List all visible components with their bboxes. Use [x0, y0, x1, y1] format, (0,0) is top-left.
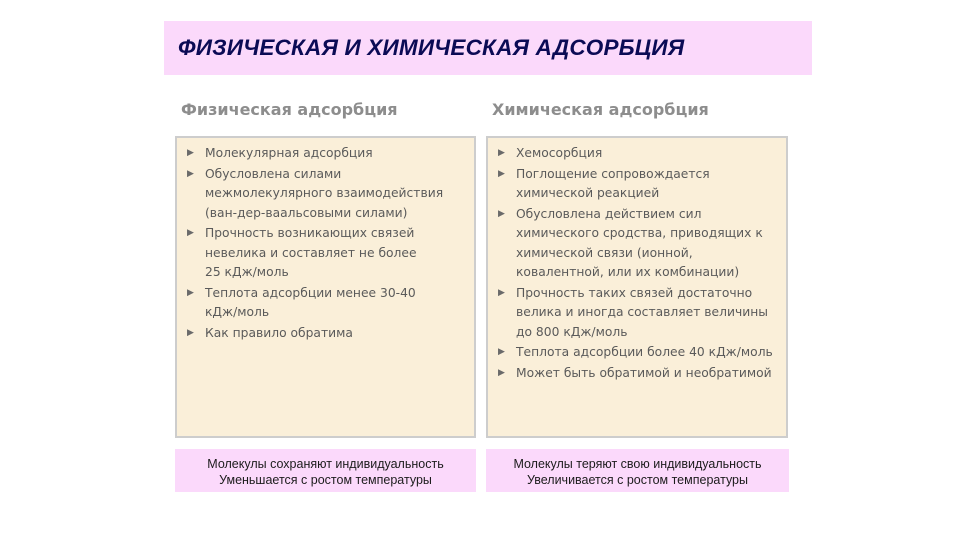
triangle-bullet-icon: ▶: [498, 208, 505, 219]
title-banner: [164, 21, 812, 75]
page-title: ФИЗИЧЕСКАЯ И ХИМИЧЕСКАЯ АДСОРБЦИЯ: [178, 35, 685, 60]
list-item-text: Хемосорбция: [516, 146, 603, 160]
list-item: [496, 364, 778, 384]
triangle-bullet-icon: ▶: [498, 367, 505, 378]
physical-summary: [175, 449, 476, 492]
physical-summary-line1: Молекулы сохраняют индивидуальность: [207, 457, 444, 471]
triangle-bullet-icon: ▶: [187, 287, 194, 298]
triangle-bullet-icon: ▶: [187, 168, 194, 179]
physical-heading: Физическая адсорбция: [181, 100, 398, 119]
list-item: [496, 284, 778, 343]
list-item: [496, 343, 778, 363]
chemical-list: [488, 138, 786, 383]
list-item: [185, 144, 455, 164]
list-item: [185, 224, 430, 283]
triangle-bullet-icon: ▶: [498, 168, 505, 179]
list-item: [185, 284, 420, 323]
chemical-summary-line2: Увеличивается с ростом температуры: [527, 473, 748, 487]
chemical-panel: [486, 136, 788, 438]
list-item-text: Обусловлена силами межмолекулярного взаимодействия (ван-дер-ваальсовыми силами): [205, 166, 444, 220]
list-item-text: Теплота адсорбции менее 30-40 кДж/моль: [205, 285, 416, 319]
triangle-bullet-icon: ▶: [187, 148, 194, 158]
list-item: [496, 165, 726, 204]
list-item-text: Прочность возникающих связей невелика и составляет не более 25 кДж/моль: [205, 226, 417, 279]
list-item-text: Как правило обратима: [205, 325, 353, 340]
chemical-summary-line1: Молекулы теряют свою индивидуальность: [513, 457, 762, 471]
list-item-text: Молекулярная адсорбция: [205, 146, 373, 160]
triangle-bullet-icon: ▶: [498, 287, 505, 298]
triangle-bullet-icon: ▶: [187, 327, 194, 338]
list-item: [185, 165, 460, 224]
triangle-bullet-icon: ▶: [187, 228, 194, 238]
triangle-bullet-icon: ▶: [498, 148, 505, 158]
list-item: [496, 144, 771, 164]
chemical-heading: Химическая адсорбция: [492, 100, 709, 119]
list-item-text: Теплота адсорбции более 40 кДж/моль: [516, 345, 773, 359]
list-item: [185, 324, 455, 344]
triangle-bullet-icon: ▶: [498, 347, 505, 357]
physical-summary-line2: Уменьшается с ростом температуры: [219, 473, 432, 487]
list-item-text: Обусловлена действием сил химического сродства, приводящих к химической связи (ионной, ковалентной, или их комбинации): [516, 206, 763, 279]
chemical-summary: [486, 449, 789, 492]
list-item-text: Может быть обратимой и необратимой: [516, 365, 772, 380]
list-item-text: Прочность таких связей достаточно велика и иногда составляет величины до 800 кДж/моль: [516, 285, 768, 339]
list-item: [496, 205, 781, 283]
list-item-text: Поглощение сопровождается химической реакцией: [516, 166, 710, 200]
physical-list: [177, 138, 474, 343]
physical-panel: [175, 136, 476, 438]
